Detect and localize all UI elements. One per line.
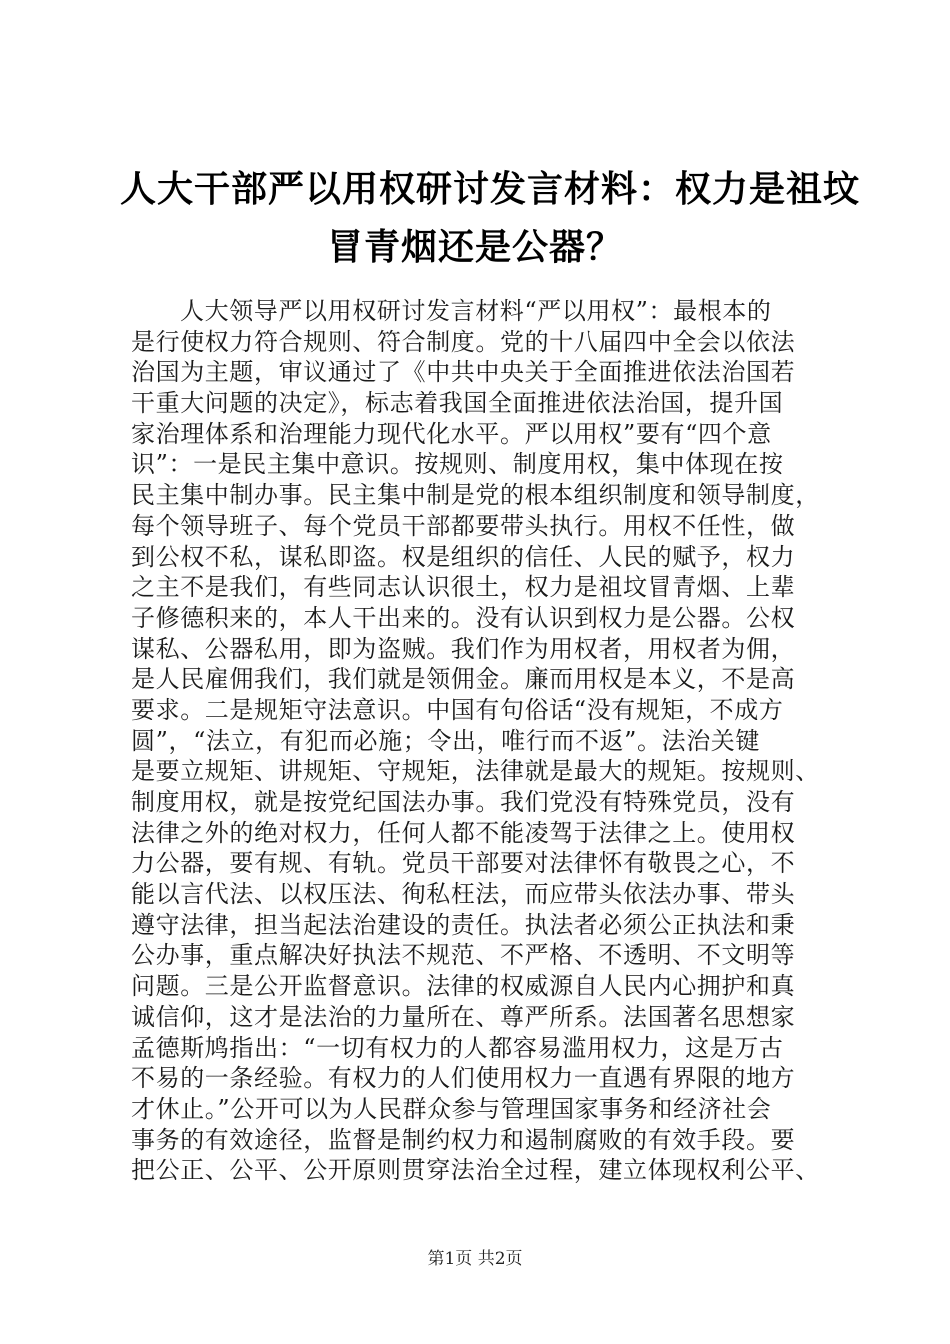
body-line: 才休止。”公开可以为人民群众参与管理国家事务和经济社会	[131, 1094, 772, 1123]
body-line: 谋私、公器私用，即为盗贼。我们作为用权者，用权者为佣，	[131, 634, 796, 663]
body-line: 之主不是我们，有些同志认识很土，权力是祖坟冒青烟、上辈	[131, 573, 796, 602]
body-line: 识”：一是民主集中意识。按规则、制度用权，集中体现在按	[131, 450, 784, 479]
body-line: 是行使权力符合规则、符合制度。党的十八届四中全会以依法	[131, 327, 796, 356]
body-line: 每个领导班子、每个党员干部都要带头执行。用权不任性，做	[131, 511, 796, 540]
body-line: 孟德斯鸠指出：“一切有权力的人都容易滥用权力，这是万古	[131, 1033, 784, 1062]
title-line-2: 冒青烟还是公器？	[326, 226, 623, 268]
page-number: 第1页 共2页	[427, 1249, 523, 1269]
body-line: 是人民雇佣我们，我们就是领佣金。廉而用权是本义，不是高	[131, 665, 796, 694]
body-line: 制度用权，就是按党纪国法办事。我们党没有特殊党员，没有	[131, 788, 796, 816]
body-line: 不易的一条经验。有权力的人们使用权力一直遇有界限的地方	[131, 1064, 796, 1093]
body-line: 公办事，重点解决好执法不规范、不严格、不透明、不文明等	[131, 941, 796, 970]
title-line-1: 人大干部严以用权研讨发言材料：权力是祖坟	[120, 168, 861, 210]
body-line: 把公正、公平、公开原则贯穿法治全过程，建立体现权利公平、	[131, 1156, 820, 1185]
document-title	[120, 160, 861, 276]
body-line: 民主集中制办事。民主集中制是党的根本组织制度和领导制度，	[131, 481, 820, 510]
body-line: 干重大问题的决定》，标志着我国全面推进依法治国，提升国	[131, 389, 784, 418]
body-line: 力公器，要有规、有轨。党员干部要对法律怀有敬畏之心，不	[131, 849, 796, 878]
body-line: 遵守法律，担当起法治建设的责任。执法者必须公正执法和秉	[131, 910, 796, 939]
body-line: 法律之外的绝对权力，任何人都不能凌驾于法律之上。使用权	[131, 818, 796, 847]
body-line: 问题。三是公开监督意识。法律的权威源自人民内心拥护和真	[131, 972, 796, 1001]
body-line: 是要立规矩、讲规矩、守规矩，法律就是最大的规矩。按规则、	[131, 757, 820, 786]
body-line: 治国为主题，审议通过了《中共中央关于全面推进依法治国若	[131, 358, 796, 387]
body-line: 家治理体系和治理能力现代化水平。严以用权”要有“四个意	[131, 419, 772, 448]
body-line: 能以言代法、以权压法、徇私枉法，而应带头依法办事、带头	[131, 880, 796, 909]
body-line: 要求。二是规矩守法意识。中国有句俗话“没有规矩，不成方	[131, 695, 784, 724]
body-line: 圆”，“法立，有犯而必施；令出，唯行而不返”。法治关键	[131, 726, 761, 755]
body-line: 诚信仰，这才是法治的力量所在、尊严所系。法国著名思想家	[131, 1002, 796, 1031]
body-line: 人大领导严以用权研讨发言材料“严以用权”：最根本的	[180, 297, 772, 325]
body-line: 子修德积来的，本人干出来的。没有认识到权力是公器。公权	[131, 603, 796, 632]
document-body	[131, 296, 843, 1186]
body-line: 到公权不私，谋私即盗。权是组织的信任、人民的赋予，权力	[131, 542, 796, 571]
body-line: 事务的有效途径，监督是制约权力和遏制腐败的有效手段。要	[131, 1125, 796, 1154]
